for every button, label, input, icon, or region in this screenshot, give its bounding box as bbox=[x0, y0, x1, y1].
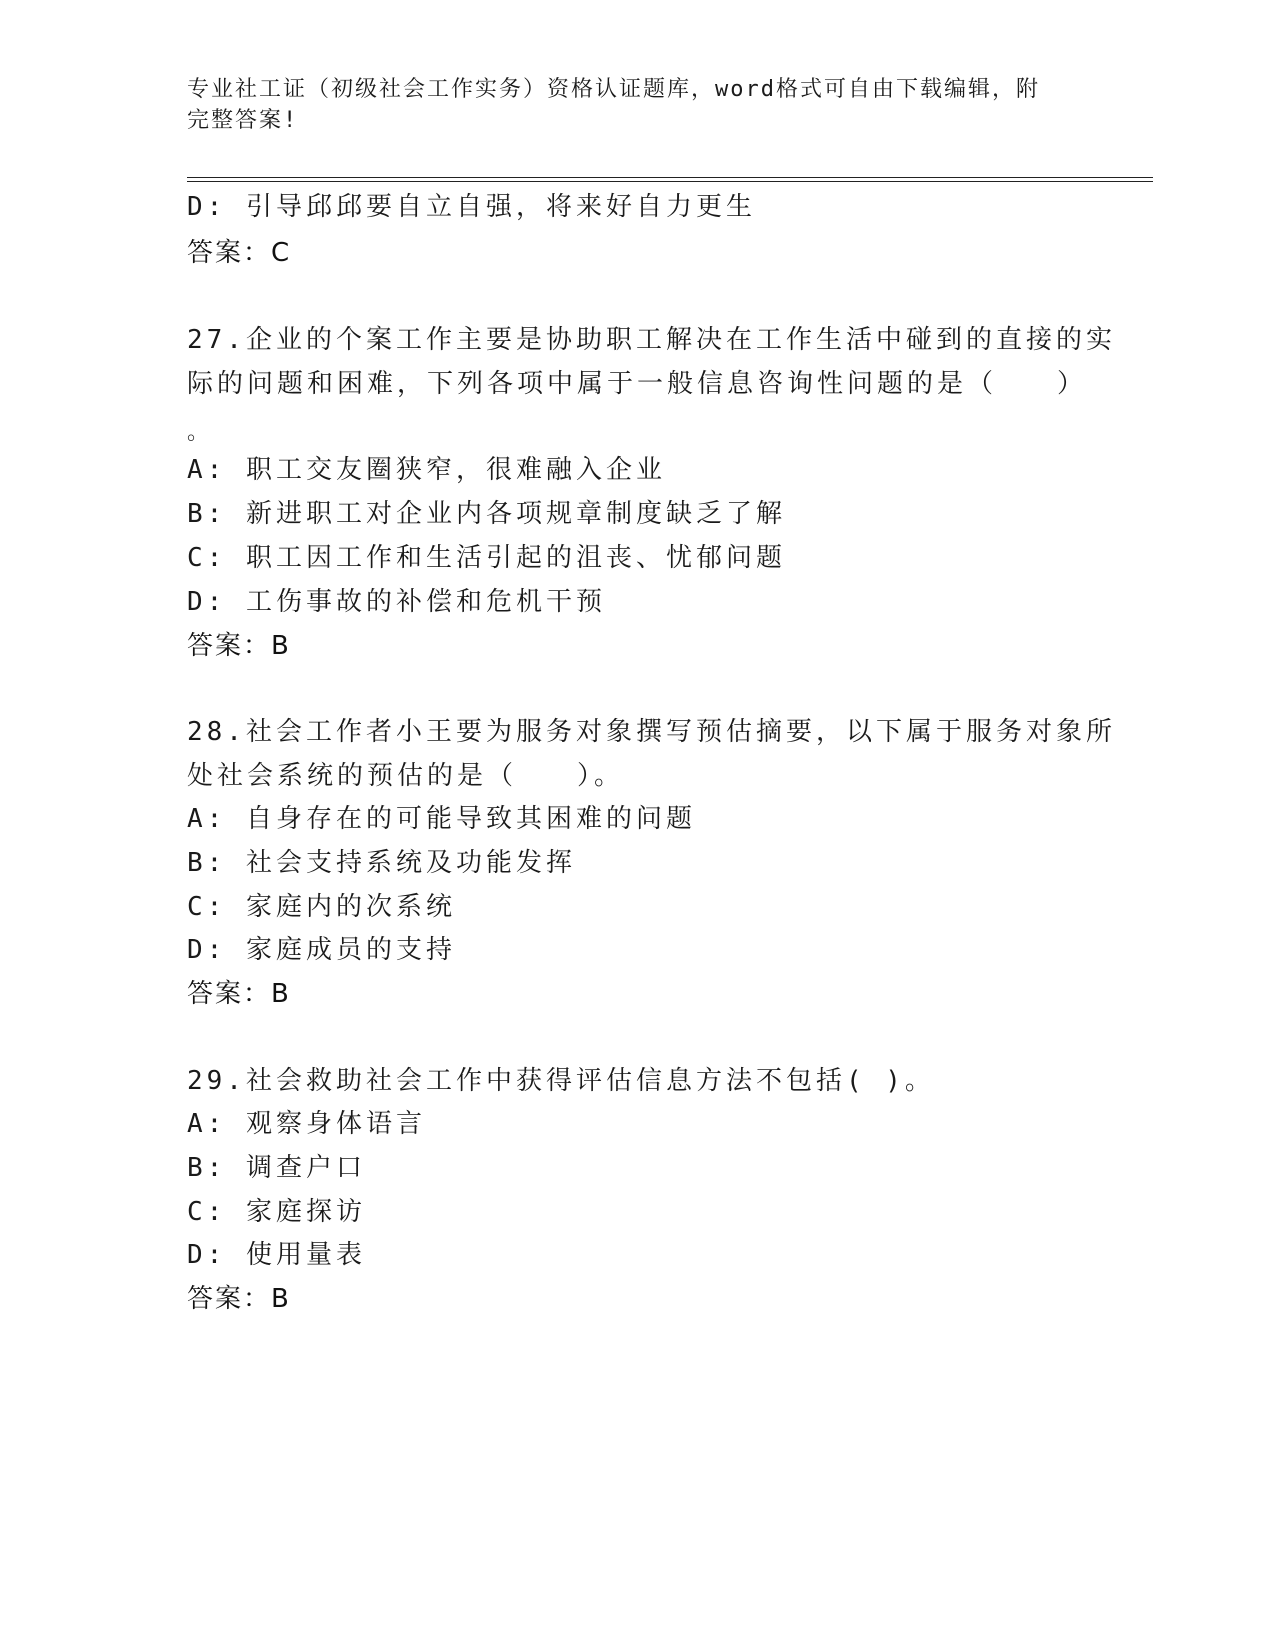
q29-option-c: C: 家庭探访 bbox=[187, 1197, 366, 1227]
q28-stem-line-2: 处社会系统的预估的是（ ）。 bbox=[187, 761, 625, 791]
q29-option-d: D: 使用量表 bbox=[187, 1240, 366, 1270]
q28-option-b: B: 社会支持系统及功能发挥 bbox=[187, 848, 576, 878]
q28-option-c: C: 家庭内的次系统 bbox=[187, 892, 456, 922]
q27-stem-line-2: 际的问题和困难，下列各项中属于一般信息咨询性问题的是（ ） bbox=[187, 369, 1088, 399]
q27-option-c: C: 职工因工作和生活引起的沮丧、忧郁问题 bbox=[187, 543, 786, 573]
q28-answer: 答案：B bbox=[187, 979, 291, 1009]
q27-option-b: B: 新进职工对企业内各项规章制度缺乏了解 bbox=[187, 499, 786, 529]
header-line-1: 专业社工证（初级社会工作实务）资格认证题库，word格式可自由下载编辑，附 bbox=[187, 77, 1040, 102]
q27-answer: 答案：B bbox=[187, 631, 291, 661]
q27-option-a: A: 职工交友圈狭窄，很难融入企业 bbox=[187, 455, 666, 485]
q29-option-a: A: 观察身体语言 bbox=[187, 1109, 426, 1139]
header-line-2: 完整答案! bbox=[187, 108, 299, 133]
page-header bbox=[187, 74, 1087, 136]
q28-option-a: A: 自身存在的可能导致其困难的问题 bbox=[187, 804, 696, 834]
q27-option-d: D: 工伤事故的补偿和危机干预 bbox=[187, 587, 606, 617]
q29-answer: 答案：B bbox=[187, 1284, 291, 1314]
q28-option-d: D: 家庭成员的支持 bbox=[187, 935, 456, 965]
header-rule-top bbox=[187, 177, 1153, 178]
q26-option-d: D: 引导邱邱要自立自强，将来好自力更生 bbox=[187, 192, 756, 222]
q29-option-b: B: 调查户口 bbox=[187, 1153, 366, 1183]
q28-stem-line-1: 28.社会工作者小王要为服务对象撰写预估摘要，以下属于服务对象所 bbox=[187, 717, 1116, 747]
q26-answer: 答案：C bbox=[187, 238, 292, 268]
q29-stem-line-1: 29.社会救助社会工作中获得评估信息方法不包括( )。 bbox=[187, 1066, 935, 1096]
q27-stem-line-3: 。 bbox=[187, 420, 210, 445]
header-rule-bottom bbox=[187, 181, 1153, 182]
q27-stem-line-1: 27.企业的个案工作主要是协助职工解决在工作生活中碰到的直接的实 bbox=[187, 325, 1116, 355]
